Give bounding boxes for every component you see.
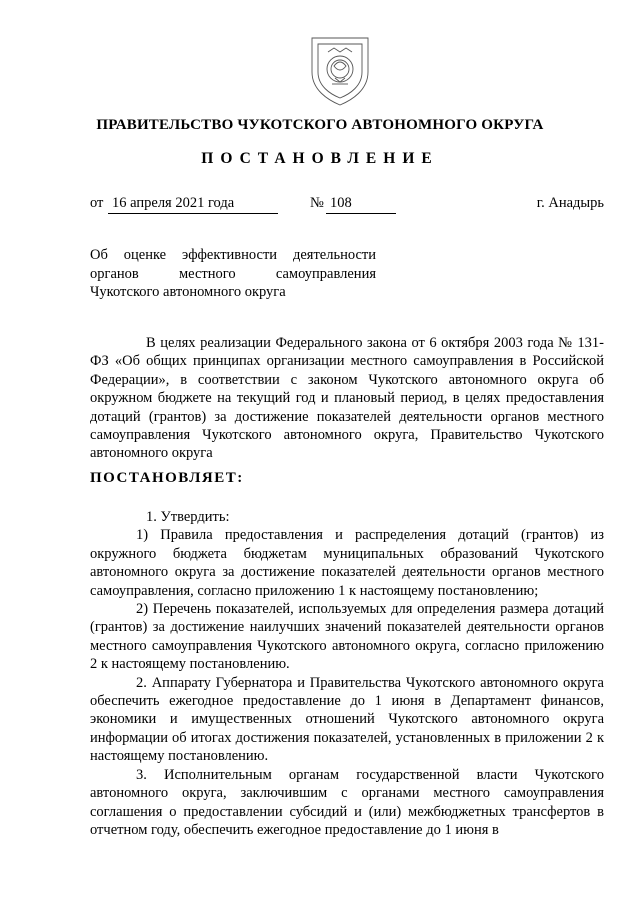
document-subject bbox=[90, 246, 376, 302]
resolution-item: 1) Правила предоставления и распределения дотаций (грантов) из окружного бюджета бюджетам муниципальных образований Чукотского автономного округа за достижение показателей деятельности органов местного самоуправления, согласно приложению 1 к настоящему постановлению; bbox=[90, 527, 604, 599]
preamble-paragraph: В целях реализации Федерального закона от 6 октября 2003 года № 131-ФЗ «Об общих принципах организации местного самоуправления в Российской Федерации», в соответствии с законом Чукотского автономного округа об окружном бюджете на текущий год и плановый период, в целях предоставления дотаций (грантов) за достижение показателей деятельности органов местного самоуправления Чукотского автономного округа, Правительство Чукотского автономного округа bbox=[90, 335, 604, 462]
subject-line: органов местного самоуправления bbox=[90, 265, 376, 282]
number-label: № bbox=[310, 195, 324, 211]
document-number: 108 bbox=[326, 195, 396, 214]
resolution-item: 3. Исполнительным органам государственной власти Чукотского автономного округа, заключившим с органами местного самоуправления соглашения о предоставлении субсидий и (или) межбюджетных трансфертов в отчетном году, обеспечить ежегодное предоставление до 1 июня в bbox=[90, 766, 604, 838]
resolution-item: 2) Перечень показателей, используемых для определения размера дотаций (грантов) за достижение наилучших значений показателей деятельности органов местного самоуправления Чукотского автономного округа, согласно приложению 2 к настоящему постановлению. bbox=[90, 601, 604, 673]
date-prefix-label: от bbox=[90, 195, 104, 211]
government-title: ПРАВИТЕЛЬСТВО ЧУКОТСКОГО АВТОНОМНОГО ОКРУГА bbox=[96, 117, 544, 133]
resolution-items bbox=[90, 508, 604, 839]
subject-line: Чукотского автономного округа bbox=[90, 284, 286, 300]
resolve-heading: ПОСТАНОВЛЯЕТ: bbox=[90, 470, 244, 486]
resolution-item: 1. Утвердить: bbox=[146, 509, 230, 525]
document-type-title: ПОСТАНОВЛЕНИЕ bbox=[201, 150, 439, 167]
coat-of-arms-emblem bbox=[304, 28, 376, 108]
document-date: 16 апреля 2021 года bbox=[108, 195, 278, 214]
subject-line: Об оценке эффективности деятельности bbox=[90, 247, 376, 263]
dateline bbox=[90, 195, 604, 215]
resolution-item: 2. Аппарату Губернатора и Правительства Чукотского автономного округа обеспечить ежегодное предоставление до 1 июня в Департамент финансов, экономики и имущественных отношений Чукотского автономного округа информации об итогах достижения показателей, установленных в приложении 2 к настоящему постановлению. bbox=[90, 674, 604, 765]
city-label: г. Анадырь bbox=[536, 195, 604, 211]
